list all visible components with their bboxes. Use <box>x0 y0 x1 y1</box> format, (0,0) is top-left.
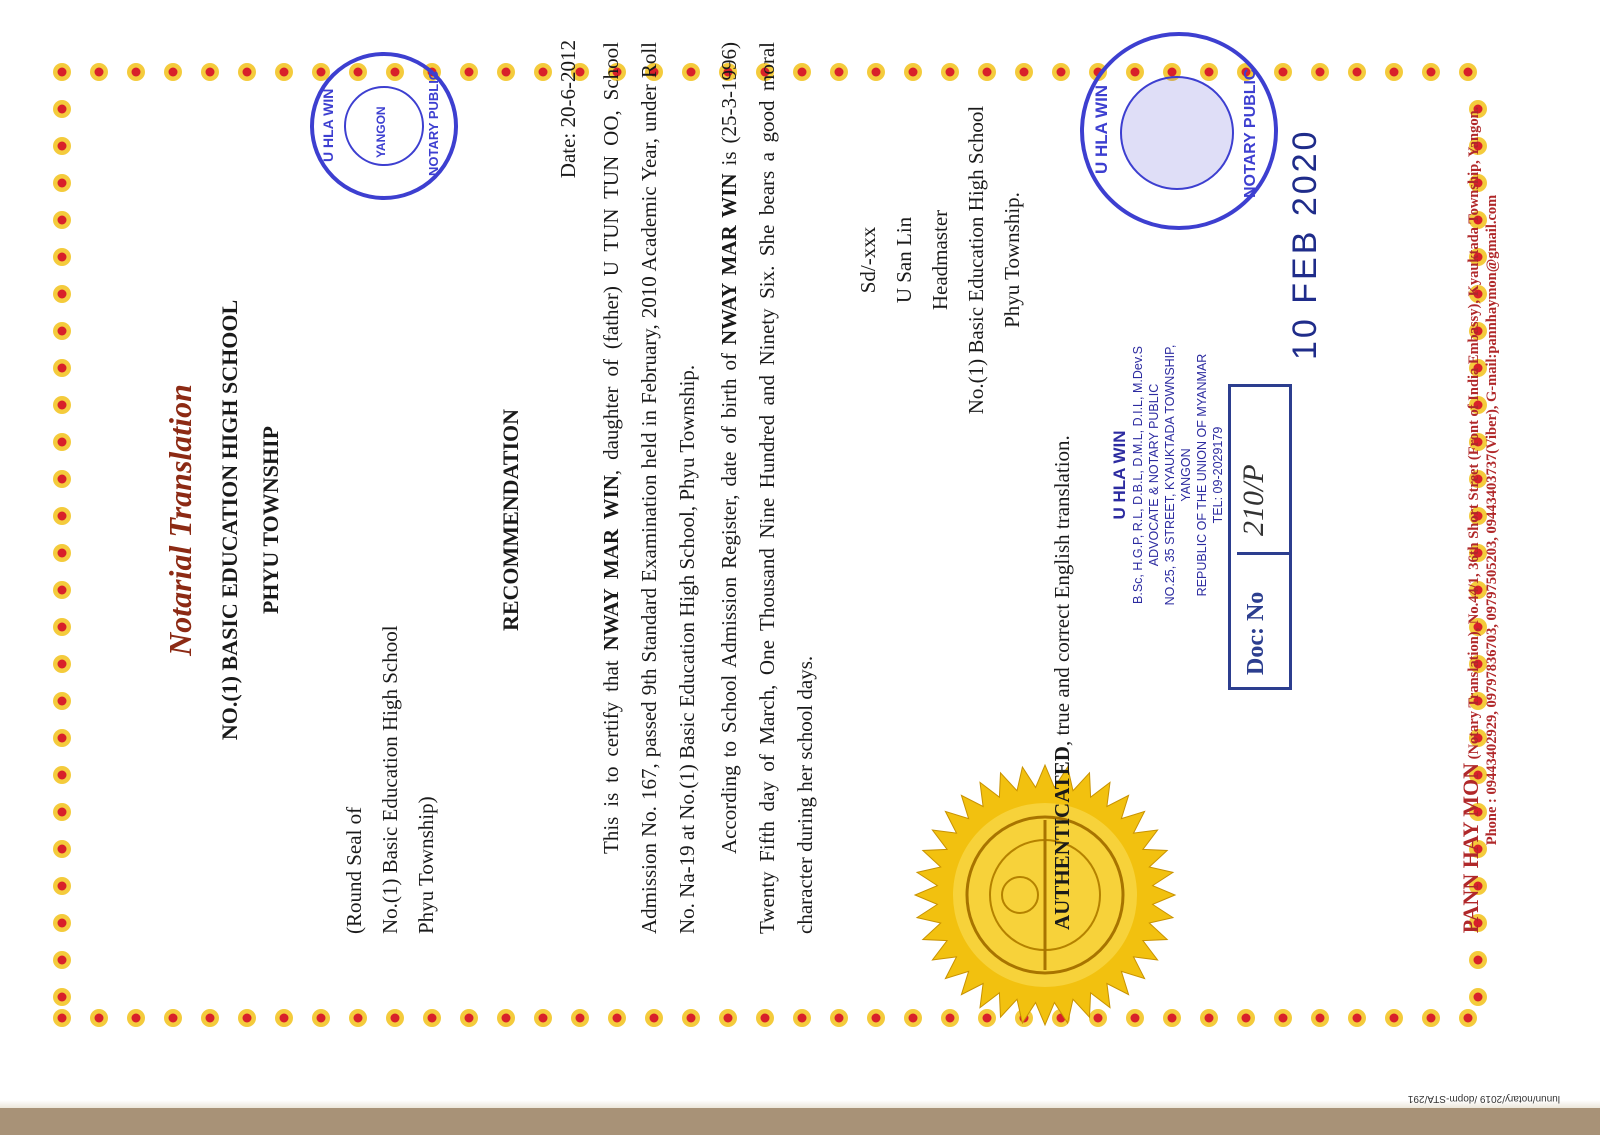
border-dot-icon <box>58 623 67 632</box>
firm-name: PANN HAY MON <box>1458 762 1483 934</box>
border-dot-icon <box>58 327 67 336</box>
doc-number-box <box>1228 384 1292 690</box>
border-dot-icon <box>58 105 67 114</box>
signatory-name: U San Lin <box>892 216 916 304</box>
border-dot-icon <box>58 586 67 595</box>
township-heading: PHYU TOWNSHIP <box>258 425 283 615</box>
border-dot-icon <box>58 253 67 262</box>
student-name: NWAY MAR WIN <box>599 475 623 651</box>
border-dot-icon <box>58 401 67 410</box>
border-dot-icon <box>58 808 67 817</box>
notary-details <box>1110 320 1226 630</box>
border-dot-icon <box>58 512 67 521</box>
document-date: Date: 20-6-2012 <box>556 40 580 179</box>
doc-number-label: Doc: No <box>1243 591 1269 675</box>
birth-date-paragraph: According to School Admission Register, date of birth of NWAY MAR WIN is (25-3-1996) Twenty Fifth day of March, One Thousand Nine Hundred and Ninety Six. She bears a good moral character during her school days. <box>717 41 817 934</box>
border-dot-icon <box>58 179 67 188</box>
student-name-2: NWAY MAR WIN <box>717 173 741 345</box>
seal-note-line-1: (Round Seal of <box>342 806 366 934</box>
translation-firm-line: PANN HAY MON (Notary Translation), No.44/1, 36th Short Street (Front of India Embassy), Kyauktada Township, Yangon. <box>1458 106 1483 934</box>
border-dot-icon <box>58 697 67 706</box>
border-dot-icon <box>58 919 67 928</box>
border-dot-icon <box>58 475 67 484</box>
notarial-translation-title: Notarial Translation <box>162 384 198 656</box>
certification-paragraph: This is to certify that NWAY MAR WIN, daughter of (father) U TUN TUN OO, School Admission No. 167, passed 9th Standard Examination held in February, 2010 Academic Year, under Roll No. Na-19 at No.(1) Basic Education High School, Phyu Township. <box>599 42 699 934</box>
seal-note-line-2: No.(1) Basic Education High School <box>378 625 402 934</box>
notary-role: ADVOCATE & NOTARY PUBLIC <box>1147 383 1161 567</box>
notary-address: NO.25, 35 STREET, KYAUKTADA TOWNSHIP, YANGON <box>1163 344 1193 606</box>
notary-qualifications: B.Sc, H.G.P, R.L, D.B.L, D.M.L, D.I.L, M.Dev.S <box>1131 346 1145 604</box>
notary-stamp-large: U HLA WIN NOTARY PUBLIC <box>1080 32 1278 230</box>
border-dot-icon <box>58 882 67 891</box>
date-stamp: 10 FEB 2020 <box>1286 128 1324 360</box>
border-dot-icon <box>58 845 67 854</box>
print-code: lunun/notary/2019 /dopm-STA/291 <box>1407 1093 1560 1104</box>
seal-note-line-3: Phyu Township) <box>414 796 438 934</box>
border-dot-icon <box>58 142 67 151</box>
signatory-title: Headmaster <box>928 209 952 311</box>
signature-sd: Sd/-xxx <box>856 226 880 294</box>
doc-number-value: 210/P <box>1237 464 1289 555</box>
notary-name: U HLA WIN <box>1110 430 1129 520</box>
document-content <box>80 20 1520 1020</box>
border-dot-icon <box>58 956 67 965</box>
notary-tel: TEL: 09-2029179 <box>1211 426 1225 524</box>
border-dot-icon <box>58 216 67 225</box>
school-name-heading: NO.(1) BASIC EDUCATION HIGH SCHOOL <box>217 299 242 741</box>
border-dot-icon <box>58 364 67 373</box>
authentication-statement: AUTHENTICATED, true and correct English translation. <box>1050 435 1074 930</box>
recommendation-heading: RECOMMENDATION <box>498 408 523 632</box>
border-dot-icon <box>58 734 67 743</box>
border-dot-icon <box>58 68 67 77</box>
border-dot-icon <box>58 771 67 780</box>
signatory-school: No.(1) Basic Education High School <box>964 105 988 415</box>
border-dot-icon <box>58 290 67 299</box>
border-dot-icon <box>58 549 67 558</box>
border-dot-icon <box>58 660 67 669</box>
border-dot-icon <box>58 993 67 1002</box>
notary-stamp-top: U HLA WIN YANGON NOTARY PUBLIC <box>310 52 458 200</box>
border-dot-icon <box>58 438 67 447</box>
notary-country: REPUBLIC OF THE UNION OF MYANMAR <box>1195 353 1209 597</box>
firm-contact: Phone : 09443402929, 09797836703, 09797505203, 09443403737(Viber), G-mail:pannhaymon@gmail.com <box>1484 194 1500 846</box>
signatory-township: Phyu Township. <box>1000 192 1024 328</box>
border-dot-icon <box>58 1014 67 1023</box>
